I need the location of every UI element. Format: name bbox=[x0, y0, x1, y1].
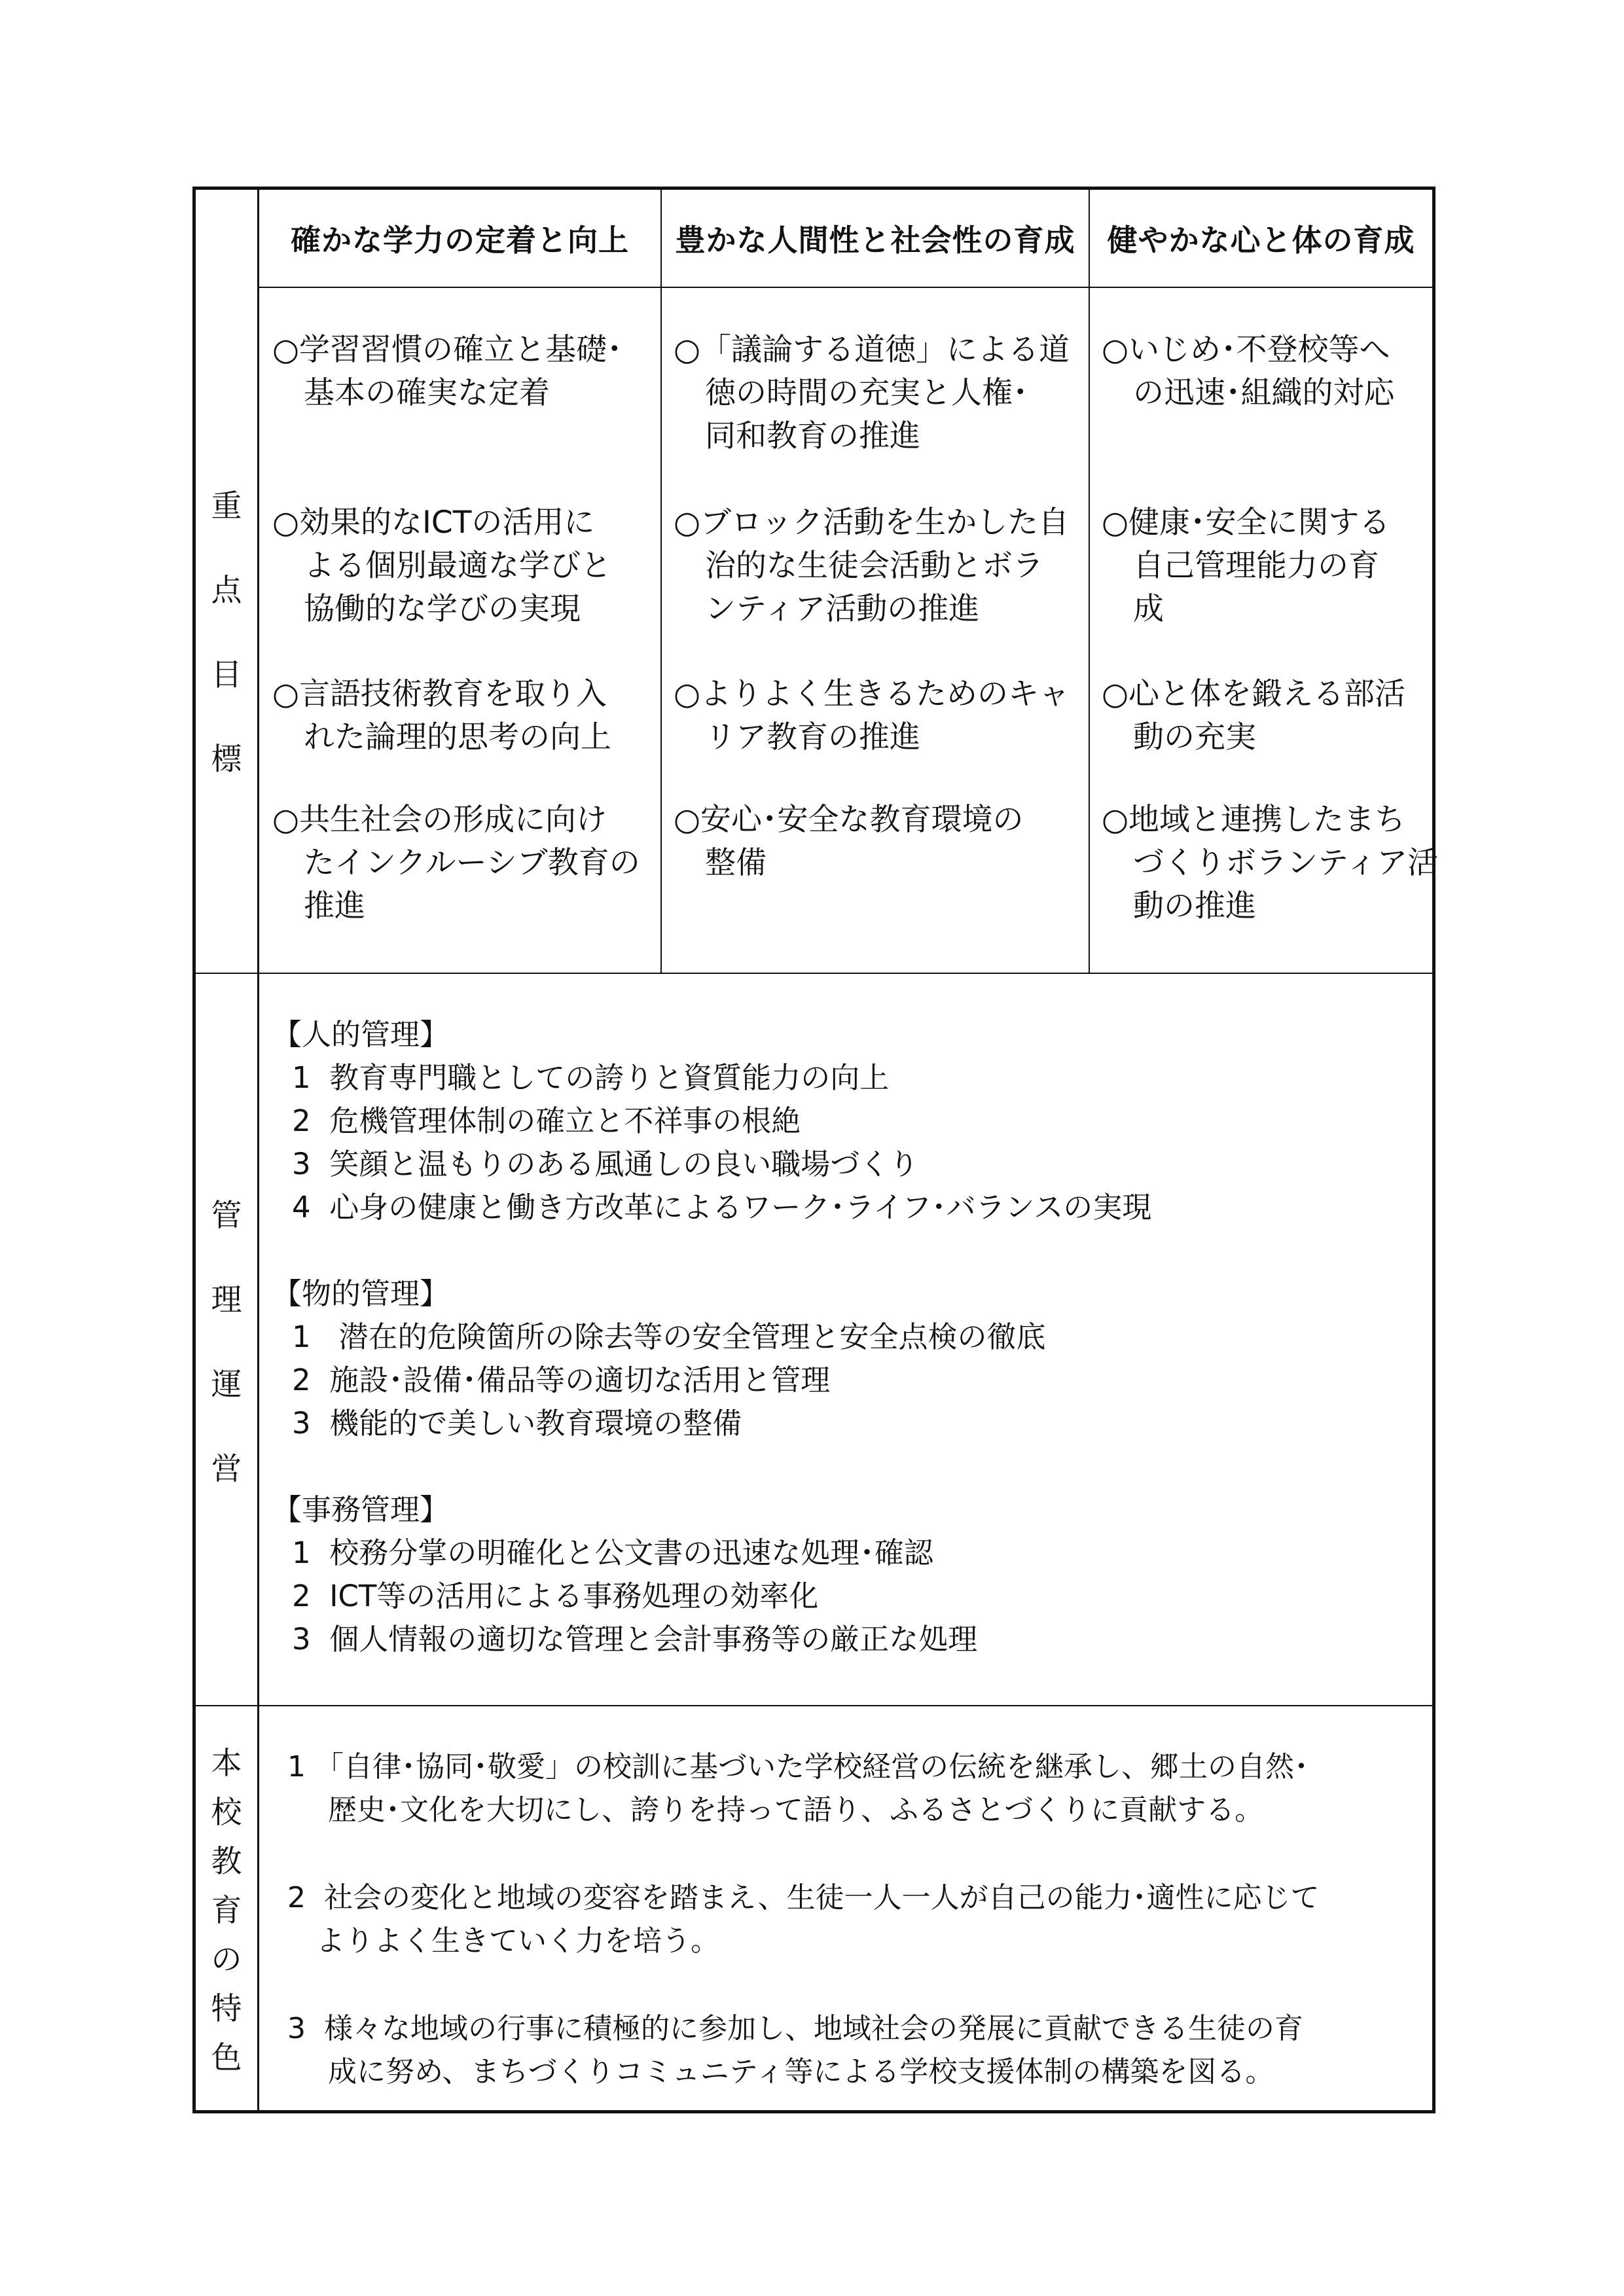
goal-column-divider-1 bbox=[660, 190, 662, 973]
goal-line: 徳の時間の充実と人権･ bbox=[705, 375, 1028, 411]
header-col3: 健やかな心と体の育成 bbox=[1107, 223, 1415, 258]
office-management-item: 1 校務分掌の明確化と公文書の迅速な処理･確認 bbox=[292, 1535, 933, 1570]
management-side-char: 営 bbox=[211, 1450, 242, 1487]
side-column-divider bbox=[257, 190, 259, 2110]
header-col1: 確かな学力の定着と向上 bbox=[291, 223, 629, 258]
goal-line: の迅速･組織的対応 bbox=[1133, 375, 1395, 411]
goal-line: たインクルーシブ教育の bbox=[304, 845, 640, 881]
feature-item bbox=[287, 1876, 1320, 1963]
goal-line: 整備 bbox=[705, 845, 767, 881]
goal-line: ○安心･安全な教育環境の bbox=[674, 802, 1024, 838]
human-management-title: 【人的管理】 bbox=[272, 1017, 450, 1052]
feature-line: 3 様々な地域の行事に積極的に参加し、地域社会の発展に貢献できる生徒の育 bbox=[287, 2012, 1303, 2045]
goal-item bbox=[674, 501, 1086, 631]
features-side-char: 育 bbox=[211, 1893, 242, 1929]
goal-line: 治的な生徒会活動とボラ bbox=[705, 548, 1043, 584]
goal-line: れた論理的思考の向上 bbox=[304, 719, 611, 755]
features-side-char: 教 bbox=[211, 1844, 242, 1880]
goal-line: ○健康･安全に関する bbox=[1102, 505, 1390, 541]
features-side-char: 校 bbox=[211, 1795, 242, 1831]
physical-management-item: 1 潜在的危険箇所の除去等の安全管理と安全点検の徹底 bbox=[292, 1319, 1046, 1354]
goals-side-char: 目 bbox=[211, 657, 242, 693]
management-side-char: 理 bbox=[211, 1282, 242, 1318]
goals-side-label bbox=[196, 288, 257, 973]
goal-line: づくりボランティア活 bbox=[1133, 845, 1439, 881]
goal-line: 基本の確実な定着 bbox=[304, 375, 550, 411]
goals-side-char: 標 bbox=[211, 742, 242, 778]
goal-item bbox=[674, 329, 1086, 458]
goal-line: 推進 bbox=[304, 888, 365, 924]
goal-item bbox=[272, 501, 659, 631]
feature-line: 1 「自律･協同･敬愛」の校訓に基づいた学校経営の伝統を継承し、郷土の自然･ bbox=[287, 1750, 1308, 1784]
goal-item bbox=[674, 798, 1086, 885]
physical-management-title: 【物的管理】 bbox=[272, 1276, 450, 1311]
goal-line: 成 bbox=[1133, 591, 1164, 627]
goal-line: ○効果的なICTの活用に bbox=[272, 505, 595, 541]
goal-line: 同和教育の推進 bbox=[705, 418, 920, 454]
goal-line: 自己管理能力の育 bbox=[1133, 548, 1379, 584]
header-divider bbox=[257, 287, 1432, 288]
feature-line: 2 社会の変化と地域の変容を踏まえ、生徒一人一人が自己の能力･適性に応じて bbox=[287, 1881, 1320, 1914]
management-side-char: 管 bbox=[211, 1197, 242, 1234]
goal-line: ○共生社会の形成に向け bbox=[272, 802, 607, 838]
physical-management-item: 2 施設･設備･備品等の適切な活用と管理 bbox=[292, 1363, 831, 1397]
goals-side-char: 重 bbox=[211, 488, 242, 524]
feature-item bbox=[287, 2007, 1303, 2094]
goal-item bbox=[1102, 501, 1429, 631]
goal-line: ○よりよく生きるためのキャ bbox=[674, 676, 1070, 712]
goal-item bbox=[1102, 673, 1429, 759]
main-table bbox=[192, 187, 1439, 2113]
goal-line: よる個別最適な学びと bbox=[304, 548, 611, 584]
goal-item bbox=[272, 673, 659, 759]
human-management-item: 1 教育専門職としての誇りと資質能力の向上 bbox=[292, 1060, 890, 1095]
goal-line: ○地域と連携したまち bbox=[1102, 802, 1406, 838]
management-side-label bbox=[196, 974, 257, 1705]
physical-management-item: 3 機能的で美しい教育環境の整備 bbox=[292, 1406, 742, 1441]
header-col2: 豊かな人間性と社会性の育成 bbox=[675, 223, 1075, 258]
goal-line: ○学習習慣の確立と基礎･ bbox=[272, 332, 623, 368]
goal-line: ○言語技術教育を取り入 bbox=[272, 676, 607, 712]
goal-line: ○心と体を鍛える部活 bbox=[1102, 676, 1406, 712]
goal-item bbox=[1102, 798, 1439, 928]
management-section bbox=[272, 974, 1424, 1705]
office-management-title: 【事務管理】 bbox=[272, 1492, 450, 1527]
goal-item bbox=[674, 673, 1086, 759]
goals-side-char: 点 bbox=[211, 573, 242, 609]
goal-line: ○「議論する道徳」による道 bbox=[674, 332, 1070, 368]
features-side-char: 色 bbox=[211, 2040, 242, 2076]
feature-line: よりよく生きていく力を培う。 bbox=[316, 1924, 719, 1958]
features-side-char: 本 bbox=[211, 1746, 242, 1782]
goal-line: 協働的な学びの実現 bbox=[304, 591, 581, 627]
feature-item bbox=[287, 1746, 1308, 1832]
features-side-char: 特 bbox=[211, 1991, 242, 2027]
goal-line: ○ブロック活動を生かした自 bbox=[674, 505, 1070, 541]
goal-line: 動の推進 bbox=[1133, 888, 1256, 924]
human-management-item: 3 笑顔と温もりのある風通しの良い職場づくり bbox=[292, 1147, 919, 1181]
office-management-item: 3 個人情報の適切な管理と会計事務等の厳正な処理 bbox=[292, 1622, 978, 1657]
office-management-item: 2 ICT等の活用による事務処理の効率化 bbox=[292, 1579, 819, 1613]
features-side-label bbox=[196, 1706, 257, 2110]
goal-line: ンティア活動の推進 bbox=[705, 591, 980, 627]
human-management-item: 2 危機管理体制の確立と不祥事の根絶 bbox=[292, 1103, 801, 1138]
goal-item bbox=[272, 798, 659, 928]
feature-line: 成に努め、まちづくりコミュニティ等による学校支援体制の構築を図る。 bbox=[328, 2055, 1274, 2089]
management-section-divider bbox=[196, 1705, 1432, 1706]
management-side-char: 運 bbox=[211, 1366, 242, 1403]
goal-item bbox=[1102, 329, 1429, 415]
goal-line: 動の充実 bbox=[1133, 719, 1256, 755]
feature-line: 歴史･文化を大切にし、誇りを持って語り、ふるさとづくりに貢献する。 bbox=[328, 1793, 1264, 1827]
features-side-char: の bbox=[211, 1942, 242, 1978]
human-management-item: 4 心身の健康と働き方改革によるワーク･ライフ･バランスの実現 bbox=[292, 1190, 1152, 1225]
goal-column-divider-2 bbox=[1089, 190, 1090, 973]
goal-item bbox=[272, 329, 659, 415]
goal-line: リア教育の推進 bbox=[705, 719, 920, 755]
goal-line: ○いじめ･不登校等へ bbox=[1102, 332, 1390, 368]
